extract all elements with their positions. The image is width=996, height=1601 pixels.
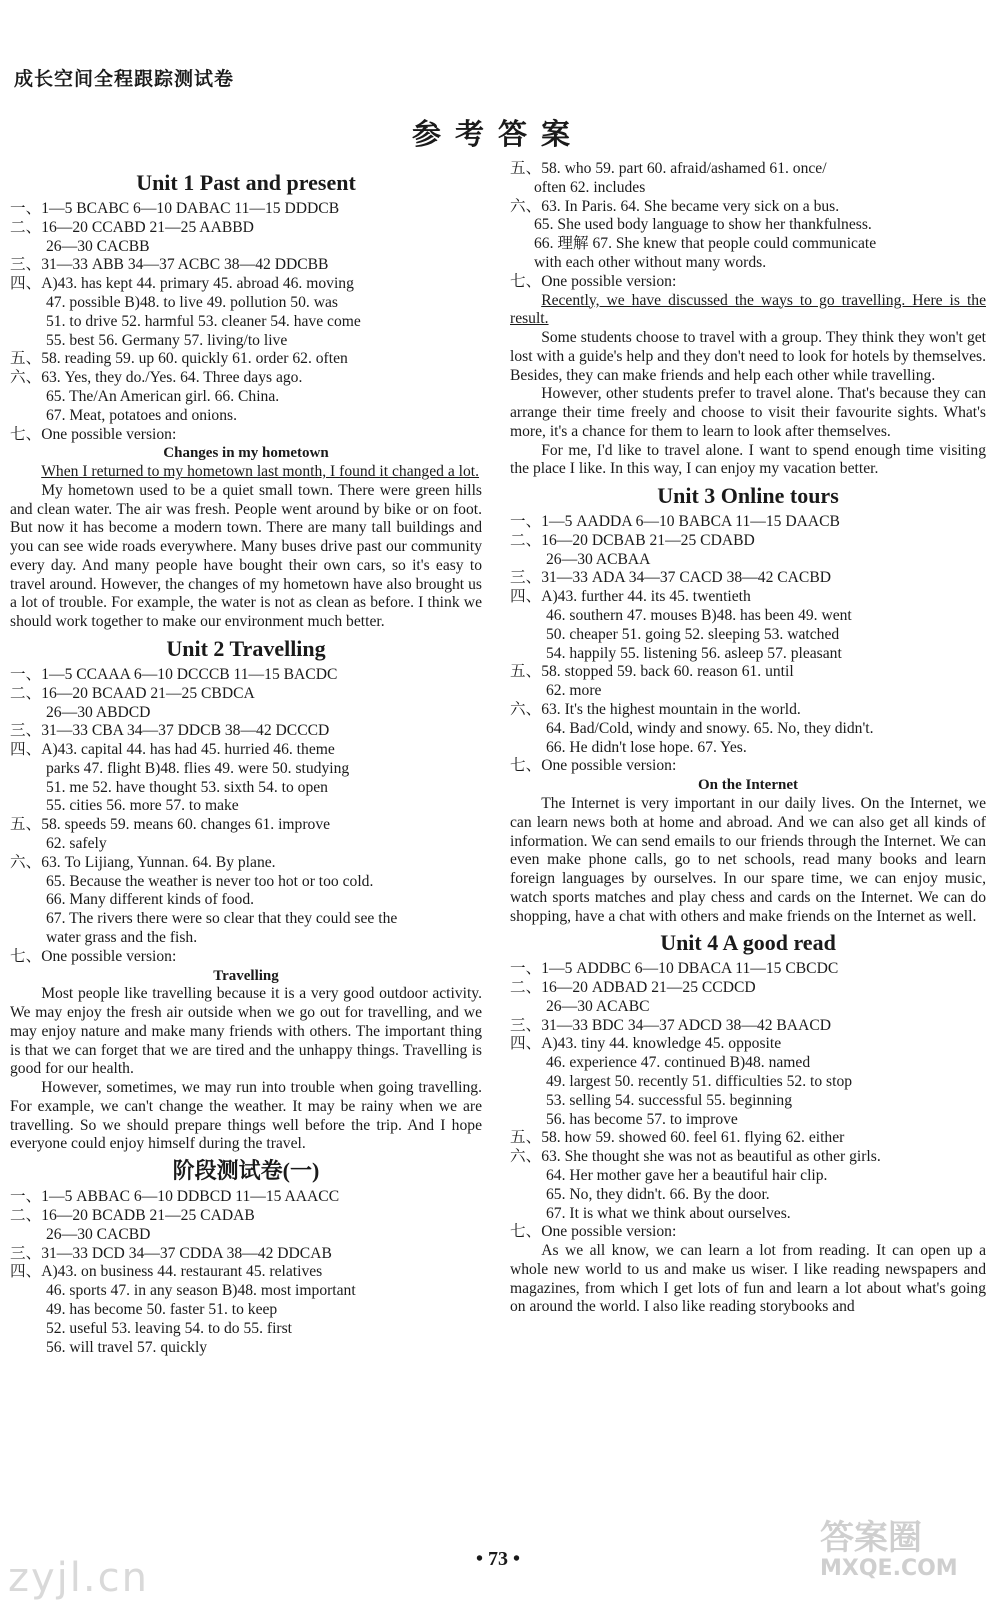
answer-line: 二、16—20 BCAAD 21—25 CBDCA bbox=[10, 684, 255, 702]
answer-line: 一、1—5 ABBAC 6—10 DDBCD 11—15 AAACC bbox=[10, 1188, 340, 1206]
answer-line: 67. It is what we think about ourselves. bbox=[546, 1204, 791, 1222]
answer-line: 65. The/An American girl. 66. China. bbox=[46, 387, 280, 405]
answer-line: 二、16—20 BCADB 21—25 CADAB bbox=[10, 1207, 255, 1224]
answer-line: 四、A)43. has kept 44. primary 45. abroad 46. moving bbox=[10, 275, 354, 293]
answer-line: 52. useful 53. leaving 54. to do 55. first bbox=[46, 1319, 293, 1337]
answer-line: 56. will travel 57. quickly bbox=[46, 1338, 208, 1356]
watermark-left: zyjl.cn bbox=[8, 1555, 149, 1601]
answer-line: 六、63. She thought she was not as beautiful as other girls. bbox=[510, 1148, 881, 1166]
answer-line: 一、1—5 ADDBC 6—10 DBACA 11—15 CBCDC bbox=[510, 960, 839, 978]
answer-line: 四、A)43. further 44. its 45. twentieth bbox=[510, 588, 751, 606]
series-title: 成长空间全程跟踪测试卷 bbox=[14, 69, 235, 90]
answer-line: 七、One possible version: bbox=[510, 757, 677, 775]
essay-title: On the Internet bbox=[698, 777, 798, 794]
watermark-logo bbox=[820, 1520, 958, 1581]
answer-line: 七、One possible version: bbox=[10, 425, 177, 443]
answer-line: 一、1—5 BCABC 6—10 DABAC 11—15 DDDCB bbox=[10, 200, 340, 217]
answer-line: 66. Many different kinds of food. bbox=[46, 891, 255, 909]
essay-paragraph: For me, I'd like to travel alone. I want to spend enough time visiting the place I like. In this way, I can enjoy my vacation better. bbox=[510, 441, 986, 478]
essay-title: Travelling bbox=[213, 967, 279, 984]
answer-line: 54. happily 55. listening 56. asleep 57. pleasant bbox=[546, 644, 842, 662]
answer-line: 三、31—33 ABB 34—37 ACBC 38—42 DDCBB bbox=[10, 256, 329, 274]
stage-test-title: 阶段测试卷(一) bbox=[172, 1158, 320, 1184]
answer-line: 64. Her mother gave her a beautiful hair clip. bbox=[546, 1167, 828, 1185]
answer-line: 五、58. how 59. showed 60. feel 61. flying 62. either bbox=[510, 1129, 845, 1147]
answer-line: 六、63. Yes, they do./Yes. 64. Three days ago. bbox=[10, 369, 303, 387]
answer-line: 65. She used body language to show her thankfulness. bbox=[534, 216, 872, 234]
answer-line: 64. Bad/Cold, windy and snowy. 65. No, they didn't. bbox=[546, 719, 874, 737]
answer-line: 65. Because the weather is never too hot or too cold. bbox=[46, 872, 374, 890]
answer-line: 三、31—33 DCD 34—37 CDDA 38—42 DDCAB bbox=[10, 1244, 332, 1262]
answer-line: 26—30 CACBD bbox=[46, 1225, 151, 1243]
answer-line: 49. largest 50. recently 51. difficulties 52. to stop bbox=[546, 1073, 853, 1091]
answer-line: 51. to drive 52. harmful 53. cleaner 54. have come bbox=[46, 312, 361, 330]
answer-line: 55. best 56. Germany 57. living/to live bbox=[46, 331, 288, 349]
answer-line: 七、One possible version: bbox=[510, 272, 677, 290]
unit2-title: Unit 2 Travelling bbox=[166, 635, 326, 661]
answer-line: 五、58. stopped 59. back 60. reason 61. until bbox=[510, 663, 794, 681]
essay-paragraph: Most people like travelling because it is a very good outdoor activity. We may enjoy the fresh air outside when we go out for travelling, and we may enjoy nature and make many friends with others. The important thing is that we can forget that we are tired and the unhappy things. Travelling is good for our health. bbox=[10, 985, 482, 1078]
answer-line: 46. experience 47. continued B)48. named bbox=[546, 1054, 811, 1072]
answer-line: 56. has become 57. to improve bbox=[546, 1110, 738, 1128]
answer-line: 二、16—20 ADBAD 21—25 CCDCD bbox=[510, 979, 756, 997]
answer-line: 50. cheaper 51. going 52. sleeping 53. watched bbox=[546, 625, 840, 643]
essay-paragraph: However, other students prefer to travel alone. That's because they can arrange their time freely and choose to visit their favourite sights. What's more, it's a chance for them to learn to look after themselves. bbox=[510, 385, 986, 440]
unit4-title: Unit 4 A good read bbox=[660, 930, 836, 956]
answer-line: 51. me 52. have thought 53. sixth 54. to open bbox=[46, 778, 328, 796]
answer-line: 67. The rivers there were so clear that they could see the bbox=[46, 910, 398, 928]
answer-line: 五、58. speeds 59. means 60. changes 61. improve bbox=[10, 816, 331, 834]
answer-line: 62. safely bbox=[46, 835, 107, 853]
answer-line: 66. He didn't lose hope. 67. Yes. bbox=[546, 738, 747, 756]
answer-line: 47. possible B)48. to live 49. pollution 50. was bbox=[46, 293, 338, 311]
answer-line: 46. southern 47. mouses B)48. has been 49. went bbox=[546, 607, 852, 625]
essay-paragraph: As we all know, we can learn a lot from reading. It can open up a whole new world to us and make us wiser. I like reading newspapers and magazines, from which I get lots of fun and learn a lot about what's going on around the world. I also like reading storybooks and bbox=[510, 1242, 986, 1316]
answer-line: 一、1—5 CCAAA 6—10 DCCCB 11—15 BACDC bbox=[10, 665, 338, 683]
essay-paragraph: The Internet is very important in our daily lives. On the Internet, we can learn news both at home and abroad. And we can also get all kinds of information. We can send emails to our friends through the Internet. We can even make phone calls, go to net schools, read many books and learn foreign languages by ourselves. In our spare time, we can enjoy music, watch sports matches and play chess and cards on the Internet. We can do shopping, have a chat with others and make friends on the Internet as well. bbox=[510, 795, 986, 925]
answer-line: 26—30 CACBB bbox=[46, 237, 150, 255]
answer-line: 65. No, they didn't. 66. By the door. bbox=[546, 1185, 770, 1203]
essay-paragraph: Some students choose to travel with a group. They think they won't get lost with a guide's help and they don't need to look for hotels by themselves. Besides, they can make friends and help each other while travelling. bbox=[510, 329, 986, 384]
essay-paragraph: When I returned to my hometown last month, I found it changed a lot. bbox=[41, 463, 480, 481]
essay-paragraph: My hometown used to be a quiet small town. There were green hills and clean water. The air was fresh. People went around by bike or on foot. But now it has become a modern town. There are many tall buildings and you can see wide roads everywhere. Many buses drive past our community every day. And many people have bought their own cars, so it's easy to travel around. However, the changes of my hometown have also brought us a lot of trouble. For example, the water is not as clean as before. I think we should work together to make our environment much better. bbox=[10, 481, 482, 631]
answer-line: 四、A)43. capital 44. has had 45. hurried 46. theme bbox=[10, 741, 335, 759]
answer-line: 五、58. reading 59. up 60. quickly 61. order 62. often bbox=[10, 350, 348, 368]
answer-line: 四、A)43. tiny 44. knowledge 45. opposite bbox=[510, 1035, 782, 1053]
answer-line: 七、One possible version: bbox=[510, 1223, 677, 1241]
answer-line: 55. cities 56. more 57. to make bbox=[46, 797, 239, 815]
page-title: 参考答案 bbox=[411, 119, 584, 151]
unit3-title: Unit 3 Online tours bbox=[657, 483, 839, 509]
right-column bbox=[510, 160, 986, 1317]
page-number: • 73 • bbox=[475, 1548, 520, 1570]
answer-line: 六、63. In Paris. 64. She became very sick on a bus. bbox=[510, 197, 840, 215]
essay-title: Changes in my hometown bbox=[163, 445, 329, 462]
unit1-title: Unit 1 Past and present bbox=[136, 170, 356, 195]
answer-line: 62. more bbox=[546, 682, 602, 700]
answer-line: 46. sports 47. in any season B)48. most important bbox=[46, 1282, 356, 1300]
answer-line: 26—30 ACABC bbox=[546, 997, 650, 1015]
answer-line: 四、A)43. on business 44. restaurant 45. relatives bbox=[10, 1263, 323, 1281]
left-column bbox=[10, 160, 482, 1357]
answer-line: 三、31—33 CBA 34—37 DDCB 38—42 DCCCD bbox=[10, 722, 330, 740]
answer-line: 67. Meat, potatoes and onions. bbox=[46, 406, 237, 424]
answer-line: 26—30 ABDCD bbox=[46, 703, 151, 721]
answer-line: parks 47. flight B)48. flies 49. were 50. studying bbox=[46, 759, 350, 777]
answer-line: 一、1—5 AADDA 6—10 BABCA 11—15 DAACB bbox=[510, 513, 840, 531]
answer-line: with each other without many words. bbox=[534, 253, 767, 271]
essay-paragraph: Recently, we have discussed the ways to go travelling. Here is the result. bbox=[510, 291, 986, 328]
watermark-logo-text: 答案圈 bbox=[820, 1518, 922, 1558]
answer-line: 53. selling 54. successful 55. beginning bbox=[546, 1091, 793, 1109]
answer-line: 六、63. To Lijiang, Yunnan. 64. By plane. bbox=[10, 853, 276, 871]
answer-line: 二、16—20 DCBAB 21—25 CDABD bbox=[510, 531, 755, 549]
answer-line: 三、31—33 ADA 34—37 CACD 38—42 CACBD bbox=[510, 569, 831, 587]
answer-line: 49. has become 50. faster 51. to keep bbox=[46, 1300, 278, 1318]
answer-line: often 62. includes bbox=[534, 178, 646, 196]
answer-line: 五、58. who 59. part 60. afraid/ashamed 61. once/ bbox=[510, 160, 827, 177]
answer-line: 七、One possible version: bbox=[10, 947, 177, 965]
answer-line: 26—30 ACBAA bbox=[546, 550, 651, 568]
answer-line: 三、31—33 BDC 34—37 ADCD 38—42 BAACD bbox=[510, 1016, 831, 1034]
essay-paragraph: However, sometimes, we may run into trouble when going travelling. For example, we can't change the weather. It may be rainy when we are travelling. So we should prepare things well before the trip. And I hope everyone could enjoy himself during the travel. bbox=[10, 1079, 482, 1153]
answer-line: 二、16—20 CCABD 21—25 AABBD bbox=[10, 218, 254, 236]
answer-line: 六、63. It's the highest mountain in the world. bbox=[510, 701, 801, 719]
answer-line: water grass and the fish. bbox=[46, 929, 198, 947]
watermark-logo-url: MXQE.COM bbox=[820, 1556, 958, 1581]
answer-line: 66. 理解 67. She knew that people could communicate bbox=[534, 235, 877, 253]
